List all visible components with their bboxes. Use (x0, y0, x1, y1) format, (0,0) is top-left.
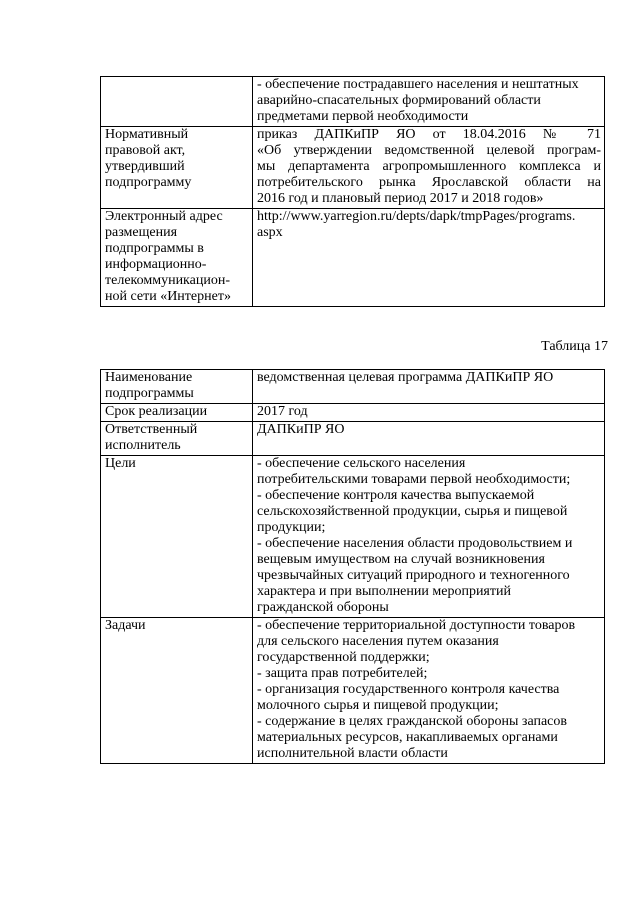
label-line: правовой акт, (105, 143, 186, 158)
table-row (101, 209, 605, 307)
label-line: размещения (105, 225, 178, 240)
value-line: чрезвычайных ситуаций природного и техногенного (257, 568, 570, 583)
value-line: - организация государственного контроля качества (257, 682, 560, 697)
value-line: приказ ДАПКиПР ЯО от 18.04.2016 № 71 (257, 127, 601, 142)
label-line: Электронный адрес (105, 209, 223, 224)
value-line: сельскохозяйственной продукции, сырья и пищевой (257, 504, 568, 519)
value-line: - обеспечение контроля качества выпускаемой (257, 488, 535, 503)
label-line: подпрограмму (105, 175, 192, 190)
value-line: продукции; (257, 520, 326, 535)
label-line: Срок реализации (105, 404, 208, 419)
value-line: предметами первой необходимости (257, 109, 469, 124)
value-line: исполнительной власти области (257, 746, 448, 761)
table-row (101, 456, 605, 618)
table-caption (541, 339, 608, 355)
label-line: Наименование (105, 370, 193, 385)
table-row (101, 404, 605, 422)
label-cell (101, 127, 253, 209)
label-line: подпрограммы (105, 386, 194, 401)
table-row (101, 422, 605, 456)
label-cell (101, 404, 253, 422)
label-line: утвердивший (105, 159, 185, 174)
label-line: телекоммуникацион- (105, 273, 231, 288)
value-cell (253, 422, 605, 456)
value-cell (253, 618, 605, 764)
table-17 (100, 369, 605, 764)
value-line: - защита прав потребителей; (257, 666, 428, 681)
label-cell (101, 618, 253, 764)
value-cell (253, 127, 605, 209)
value-line: гражданской обороны (257, 600, 389, 615)
label-cell (101, 209, 253, 307)
value-line: «Об утверждении ведомственной целевой програм- (257, 143, 601, 158)
value-line: для сельского населения путем оказания (257, 634, 499, 649)
label-line: исполнитель (105, 438, 181, 453)
label-line: подпрограммы в (105, 241, 204, 256)
value-line: потребительского рынка Ярославской области на (257, 175, 601, 190)
value-line: ведомственная целевая программа ДАПКиПР ЯО (257, 370, 554, 385)
value-line: материальных ресурсов, накапливаемых органами (257, 730, 558, 745)
value-line: aspx (257, 225, 283, 240)
label-line: ной сети «Интернет» (105, 289, 231, 304)
value-cell (253, 209, 605, 307)
value-line: - обеспечение сельского населения (257, 456, 466, 471)
value-line: - обеспечение территориальной доступности товаров (257, 618, 576, 633)
value-line: ДАПКиПР ЯО (257, 422, 345, 437)
value-line: вещевым имуществом на случай возникновения (257, 552, 545, 567)
value-line: молочного сырья и пищевой продукции; (257, 698, 499, 713)
label-cell (101, 370, 253, 404)
value-line: 2017 год (257, 404, 308, 419)
value-line: потребительскими товарами первой необходимости; (257, 472, 571, 487)
table-caption-text: Таблица 17 (541, 339, 608, 354)
label-line: Нормативный (105, 127, 189, 142)
label-line: Задачи (105, 618, 146, 633)
table-row (101, 77, 605, 127)
value-line: мы департамента агропромышленного комплекса и (257, 159, 601, 174)
value-cell (253, 77, 605, 127)
table-row (101, 618, 605, 764)
table-row (101, 127, 605, 209)
value-line: - обеспечение пострадавшего населения и нештатных (257, 77, 579, 92)
value-line: характера и при выполнении мероприятий (257, 584, 511, 599)
value-cell (253, 370, 605, 404)
value-line: - обеспечение населения области продовольствием и (257, 536, 573, 551)
value-line: аварийно-спасательных формирований области (257, 93, 541, 108)
label-line: информационно- (105, 257, 207, 272)
label-cell (101, 456, 253, 618)
value-line: государственной поддержки; (257, 650, 430, 665)
value-line: 2016 год и плановый период 2017 и 2018 годов» (257, 191, 544, 206)
table-row (101, 370, 605, 404)
label-line: Ответственный (105, 422, 198, 437)
value-line: http://www.yarregion.ru/depts/dapk/tmpPages/programs. (257, 209, 576, 224)
label-cell (101, 77, 253, 127)
label-cell (101, 422, 253, 456)
label-line: Цели (105, 456, 136, 471)
continuation-table (100, 76, 605, 307)
value-line: - содержание в целях гражданской обороны запасов (257, 714, 568, 729)
value-cell (253, 404, 605, 422)
value-cell (253, 456, 605, 618)
